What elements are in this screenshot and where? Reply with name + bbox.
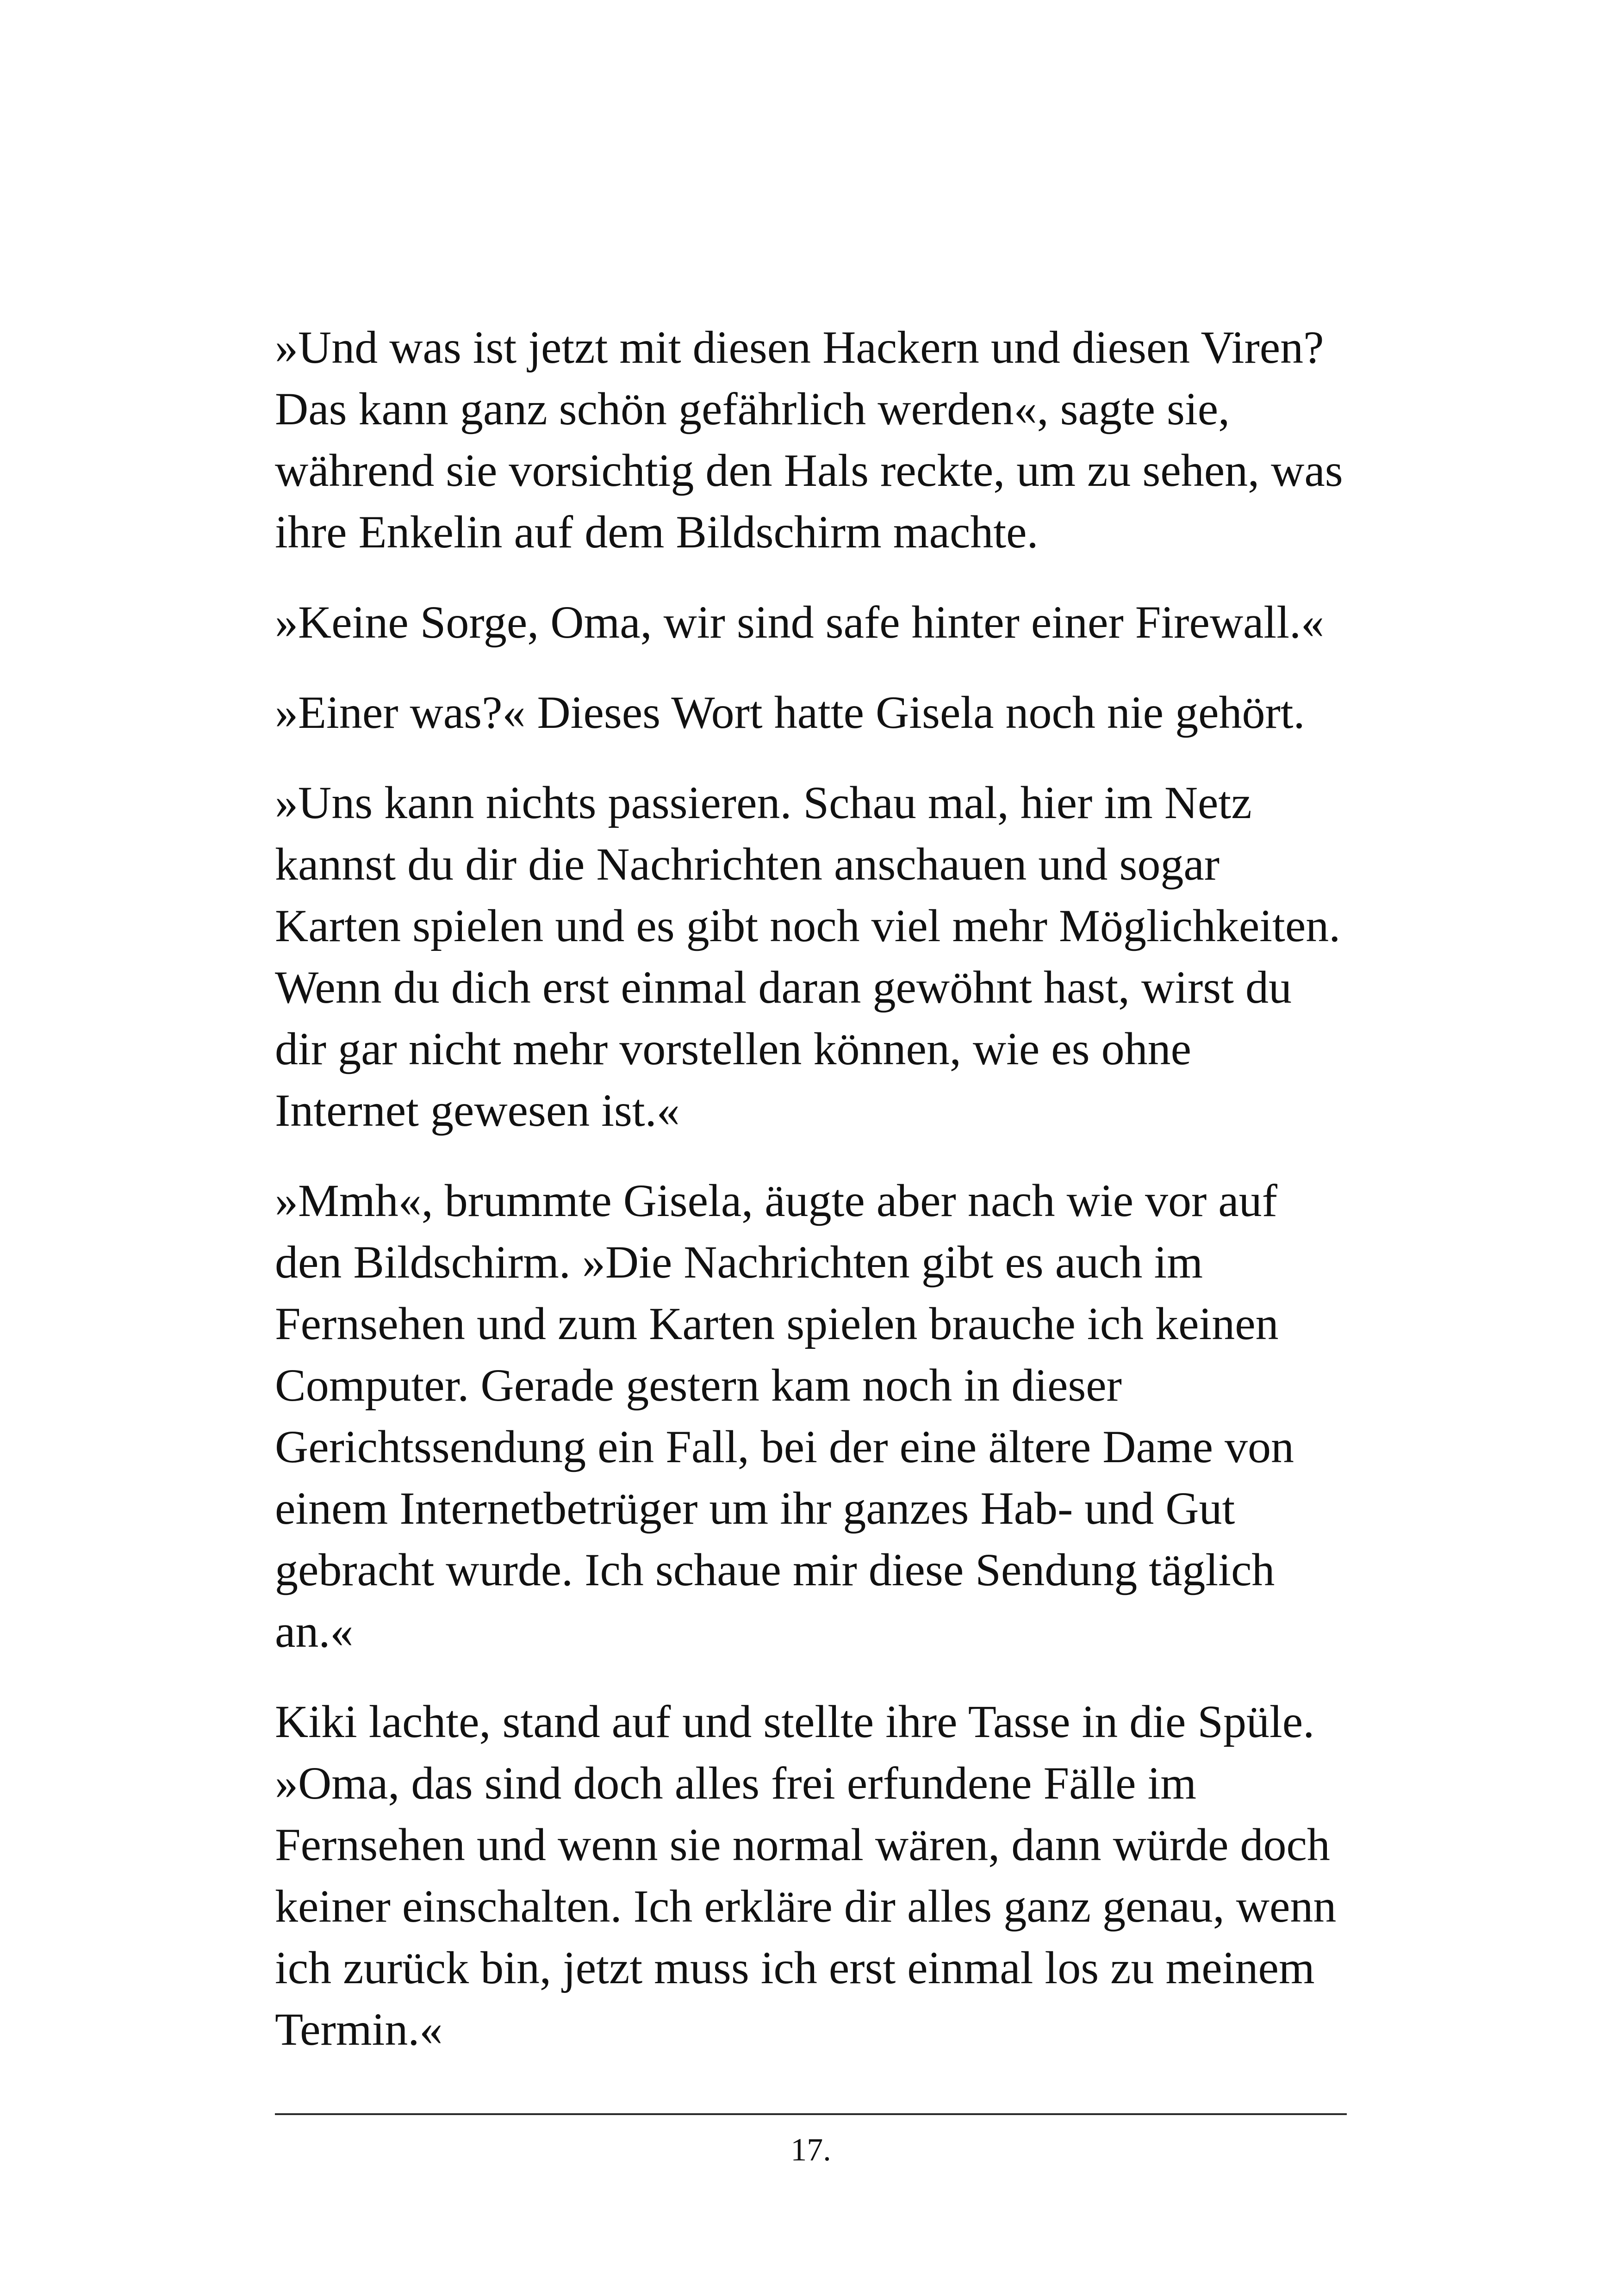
- page-number: 17.: [790, 2132, 831, 2168]
- paragraph: [275, 772, 1376, 1141]
- text-line: ich zurück bin, jetzt muss ich erst einmal los zu meinem: [275, 1942, 1315, 1993]
- paragraph: [275, 682, 1376, 743]
- paragraph: [275, 1691, 1376, 2060]
- footer-divider: [275, 2113, 1347, 2115]
- text-line: keiner einschalten. Ich erkläre dir alles ganz genau, wenn: [275, 1880, 1337, 1932]
- text-line: Das kann ganz schön gefährlich werden«, sagte sie,: [275, 383, 1230, 434]
- text-line: Computer. Gerade gestern kam noch in dieser: [275, 1359, 1122, 1411]
- text-line: den Bildschirm. »Die Nachrichten gibt es auch im: [275, 1236, 1203, 1288]
- text-line: an.«: [275, 1606, 354, 1657]
- text-line: während sie vorsichtig den Hals reckte, um zu sehen, was: [275, 445, 1343, 496]
- text-line: Fernsehen und zum Karten spielen brauche ich keinen: [275, 1298, 1279, 1349]
- text-line: Wenn du dich erst einmal daran gewöhnt hast, wirst du: [275, 962, 1292, 1013]
- text-line: »Keine Sorge, Oma, wir sind safe hinter einer Firewall.«: [275, 596, 1324, 648]
- body-text: [275, 316, 1376, 2089]
- text-line: »Mmh«, brummte Gisela, äugte aber nach wie vor auf: [275, 1175, 1277, 1226]
- paragraph: [275, 1170, 1376, 1662]
- text-line: »Oma, das sind doch alles frei erfundene Fälle im: [275, 1757, 1197, 1809]
- text-line: »Uns kann nichts passieren. Schau mal, hier im Netz: [275, 777, 1252, 828]
- text-line: dir gar nicht mehr vorstellen können, wie es ohne: [275, 1023, 1191, 1074]
- text-line: Fernsehen und wenn sie normal wären, dann würde doch: [275, 1819, 1330, 1870]
- text-line: Karten spielen und es gibt noch viel mehr Möglichkeiten.: [275, 900, 1341, 951]
- text-line: gebracht wurde. Ich schaue mir diese Sendung täglich: [275, 1544, 1275, 1595]
- text-line: Kiki lachte, stand auf und stellte ihre Tasse in die Spüle.: [275, 1696, 1315, 1747]
- text-line: Gerichtssendung ein Fall, bei der eine ältere Dame von: [275, 1421, 1294, 1472]
- text-line: ihre Enkelin auf dem Bildschirm machte.: [275, 506, 1039, 558]
- text-line: »Einer was?« Dieses Wort hatte Gisela noch nie gehört.: [275, 687, 1305, 738]
- text-line: Termin.«: [275, 2004, 443, 2055]
- text-line: »Und was ist jetzt mit diesen Hackern und diesen Viren?: [275, 322, 1324, 373]
- text-line: einem Internetbetrüger um ihr ganzes Hab- und Gut: [275, 1483, 1235, 1534]
- text-line: kannst du dir die Nachrichten anschauen und sogar: [275, 838, 1220, 890]
- paragraph: [275, 591, 1376, 653]
- text-line: Internet gewesen ist.«: [275, 1085, 680, 1136]
- paragraph: [275, 316, 1376, 563]
